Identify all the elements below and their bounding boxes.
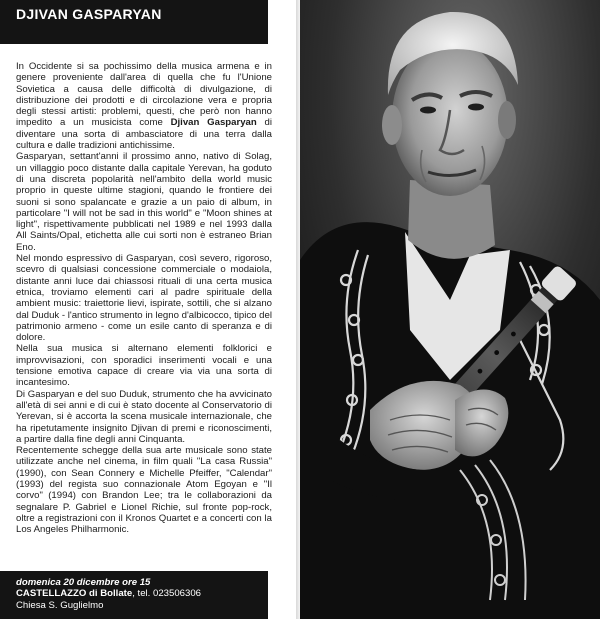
event-location xyxy=(16,588,201,600)
paragraph-2: Gasparyan, settant'anni il prossimo anno, nativo di Solag, un villaggio poco distante dalla capitale Yerevan, ha goduto di una discreta popolarità nell'ambito della world music proprio in queste ultime stagioni, quando le frontiere dei suoni si sono spalancate e grazie a un paio di album, in particolare "I will not be sad in this world" e "Moon shines at light", rispettivamente pubblicati nel 1989 e nel 1993 dalla All Saints/Opal, etichetta alle cui sorti non è estraneo Brian Eno. xyxy=(16,151,272,253)
event-phone: , tel. 023506306 xyxy=(132,588,202,599)
portrait-illustration xyxy=(300,0,600,619)
paragraph-5: Di Gasparyan e del suo Duduk, strumento che ha avvicinato all'età di sei anni e di cui è stato docente al Conservatorio di Yerevan, si è accorta la scena musicale internazionale, che ha ripetutamente insignito Djivan di premi e riconoscimenti, a partire dalla fine degli anni Cinquanta. xyxy=(16,388,272,445)
right-eye xyxy=(468,104,484,111)
paragraph-4: Nella sua musica si alternano elementi folklorici e improvvisazioni, con sporadici inserimenti vocali e una tensione emotiva capace di creare via via una sorta di incantesimo. xyxy=(16,343,272,389)
page-title: DJIVAN GASPARYAN xyxy=(16,6,162,22)
paragraph-3: Nel mondo espressivo di Gasparyan, così severo, rigoroso, scevro di qualsiasi concessione commerciale o modaiola, distante anni luce dai chiassosi rituali di una certa musica etnica, troviamo elementi cari al padre spirituale della ambient music: traiettorie lievi, ispirate, sottili, che si alzano dal Duduk - l'antico strumento in legno d'albicocco, tipico del patrimonio armeno - come un esile canto di speranza e di dolore. xyxy=(16,253,272,344)
left-eye xyxy=(420,107,436,114)
artist-name: Djivan Gasparyan xyxy=(170,117,257,129)
event-info-box xyxy=(0,571,268,619)
event-date: domenica 20 dicembre ore 15 xyxy=(16,577,151,588)
title-bar xyxy=(0,0,268,44)
paragraph-1 xyxy=(16,61,272,151)
event-place: CASTELLAZZO di Bollate xyxy=(16,588,133,599)
right-ear xyxy=(498,101,516,139)
article-body xyxy=(16,61,272,535)
text-column xyxy=(0,0,298,619)
event-venue: Chiesa S. Guglielmo xyxy=(16,600,104,611)
paragraph-6: Recentemente schegge della sua arte musicale sono state utilizzate anche nel cinema, in film quali "La casa Russia" (1990), con Sean Connery e Michelle Pfeiffer, "Calendar" (1993) del regista suo connazionale Atom Egoyan e "Il corvo" (1994) con Brandon Lee; tra le collaborazioni da segnalare P. Gabriel e Lionel Richie, sul fronte pop-rock, oltre a registrazioni con il Kronos Quartet e a concerti con la Los Angeles Philharmonic. xyxy=(16,445,272,536)
paragraph-1-end: di diventare una sorta di ambasciatore di una terra dalla cultura e dalle tradizioni antichissime. xyxy=(16,117,272,152)
left-ear xyxy=(382,105,402,145)
artist-photo xyxy=(300,0,600,619)
paragraph-1-start: In Occidente si sa pochissimo della musica armena e in genere proveniente dall'area di quella che fu l'Unione Sovietica a causa delle difficoltà di divulgazione, di distribuzione dei prodotti e di circolazione vera e propria degli stessi artisti: problemi, questi, che però non hanno impedito a un musicista come xyxy=(16,61,272,129)
